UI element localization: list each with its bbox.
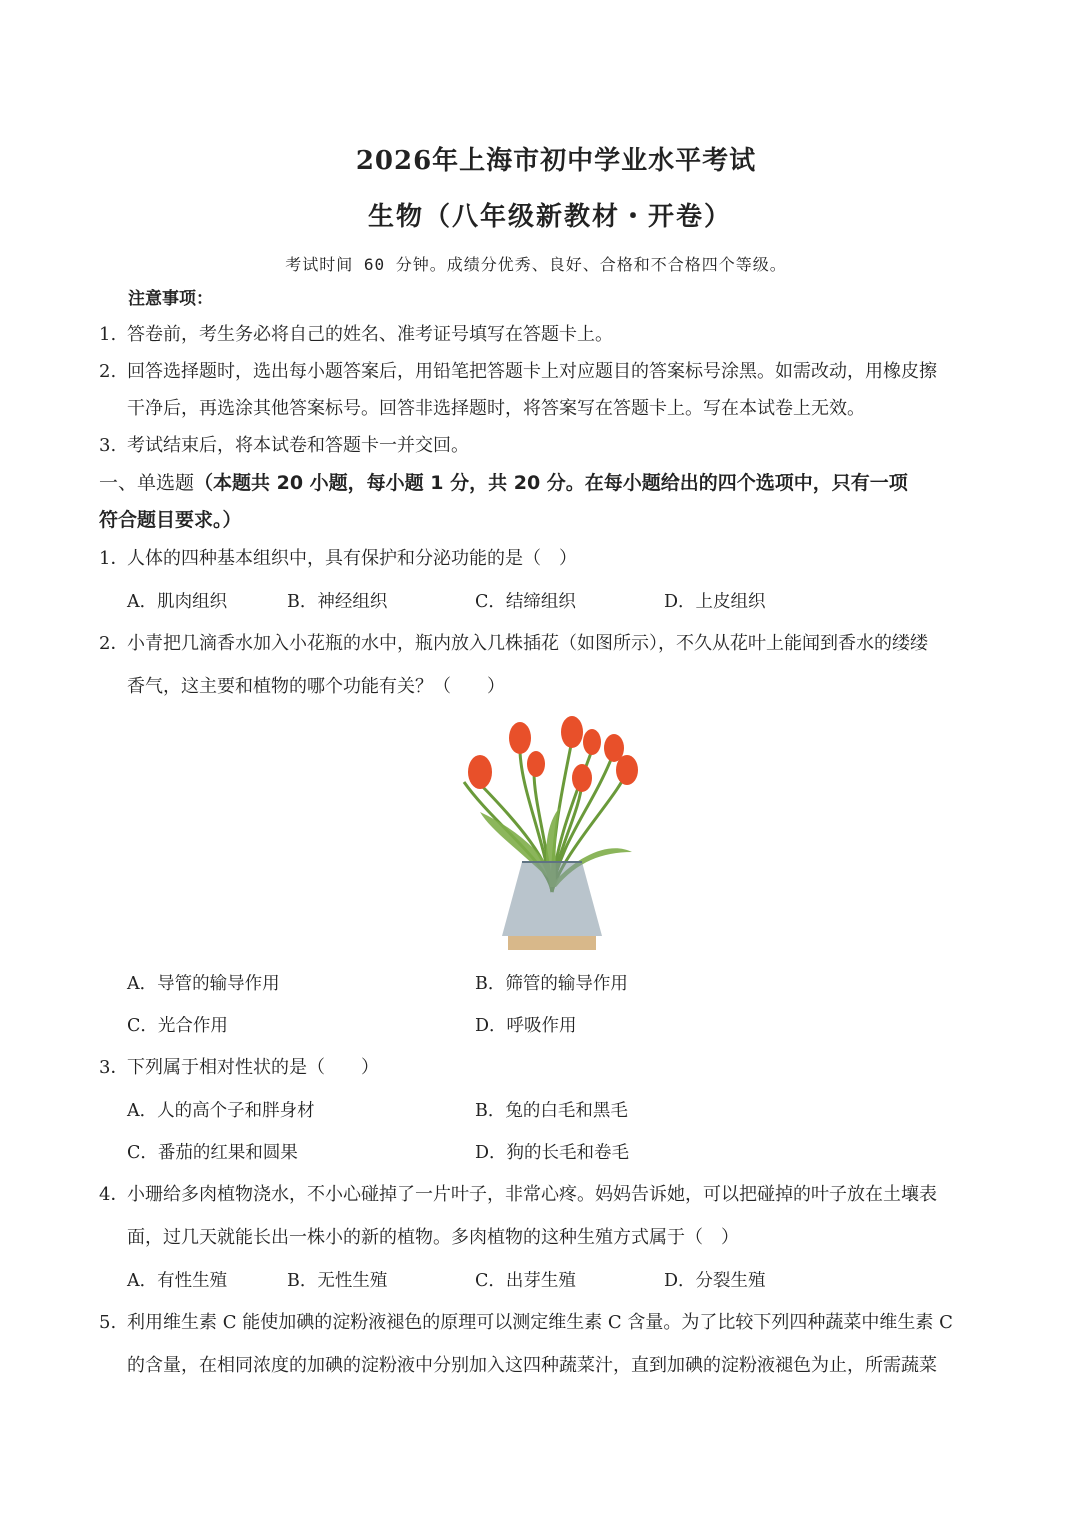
question-text-continued: 面，过几天就能长出一株小的新的植物。多肉植物的这种生殖方式属于（ ）: [127, 1227, 739, 1248]
tulip-petals: [455, 716, 638, 792]
question-text: 人体的四种基本组织中，具有保护和分泌功能的是（ ）: [127, 548, 577, 569]
note-number: 3.: [99, 435, 117, 456]
question-text: 下列属于相对性状的是（ ）: [127, 1057, 379, 1078]
tulip-vase-image: [452, 712, 652, 956]
question-number: 1．: [99, 548, 129, 569]
exam-info: 考试时间 60 分钟。成绩分优秀、良好、合格和不合格四个等级。: [285, 255, 787, 274]
option-c: C．出芽生殖: [475, 1271, 576, 1291]
option-c: C．番茄的红果和圆果: [127, 1143, 298, 1163]
option-a: A．导管的输导作用: [127, 974, 280, 994]
section-instructions-continued: 符合题目要求。）: [99, 509, 242, 531]
exam-title: 2026年上海市初中学业水平考试: [355, 146, 757, 176]
option-d: D．分裂生殖: [664, 1271, 766, 1291]
option-b: B．无性生殖: [287, 1271, 388, 1291]
option-a: A．人的高个子和胖身材: [127, 1101, 315, 1121]
question-3: [99, 1056, 379, 1080]
option-d: D．呼吸作用: [475, 1016, 577, 1036]
question-text: 利用维生素 C 能使加碘的淀粉液褪色的原理可以测定维生素 C 含量。为了比较下列四种蔬菜中维生素 C: [127, 1312, 953, 1333]
question-text: 小青把几滴香水加入小花瓶的水中，瓶内放入几株插花（如图所示），不久从花叶上能闻到香水的缕缕: [127, 633, 928, 654]
question-1: [99, 547, 577, 571]
option-c: C．光合作用: [127, 1016, 228, 1036]
question-5: [99, 1311, 953, 1335]
option-b: B．筛管的输导作用: [475, 974, 628, 994]
notes-heading: 注意事项：: [128, 289, 213, 309]
note-number: 1.: [99, 324, 117, 345]
option-a: A．有性生殖: [127, 1271, 228, 1291]
question-number: 3．: [99, 1057, 129, 1078]
option-d: D．狗的长毛和卷毛: [475, 1143, 630, 1163]
note-item: [99, 323, 613, 347]
question-number: 2．: [99, 633, 129, 654]
question-text: 小珊给多肉植物浇水，不小心碰掉了一片叶子，非常心疼。妈妈告诉她，可以把碰掉的叶子放在土壤表: [127, 1184, 937, 1205]
note-number: 2.: [99, 361, 117, 382]
note-item: [99, 434, 469, 458]
note-text-continued: 干净后，再选涂其他答案标号。回答非选择题时，将答案写在答题卡上。写在本试卷上无效。: [127, 398, 865, 419]
question-number: 5.: [99, 1312, 117, 1333]
option-b: B．兔的白毛和黑毛: [475, 1101, 628, 1121]
question-text-continued: 的含量，在相同浓度的加碘的淀粉液中分别加入这四种蔬菜汁，直到加碘的淀粉液褪色为止，所需蔬菜: [127, 1355, 937, 1376]
option-c: C．结缔组织: [475, 592, 576, 612]
glass-vase: [502, 862, 602, 950]
note-item: [99, 360, 937, 384]
note-text: 回答选择题时，选出每小题答案后，用铅笔把答题卡上对应题目的答案标号涂黑。如需改动，用橡皮擦: [127, 361, 937, 382]
exam-subtitle: 生物（八年级新教材・开卷）: [367, 202, 732, 232]
question-2: [99, 632, 928, 656]
section-heading: [99, 471, 908, 495]
section-number: 一、单选题: [99, 472, 195, 494]
question-text-continued: 香气，这主要和植物的哪个功能有关？（ ）: [127, 676, 505, 697]
option-a: A．肌肉组织: [127, 592, 228, 612]
note-text: 答卷前，考生务必将自己的姓名、准考证号填写在答题卡上。: [127, 324, 613, 345]
section-instructions: （本题共 20 小题，每小题 1 分，共 20 分。在每小题给出的四个选项中，只有一项: [194, 472, 908, 494]
question-number: 4．: [99, 1184, 129, 1205]
question-4: [99, 1183, 937, 1207]
note-text: 考试结束后，将本试卷和答题卡一并交回。: [127, 435, 469, 456]
option-b: B．神经组织: [287, 592, 388, 612]
option-d: D．上皮组织: [664, 592, 766, 612]
